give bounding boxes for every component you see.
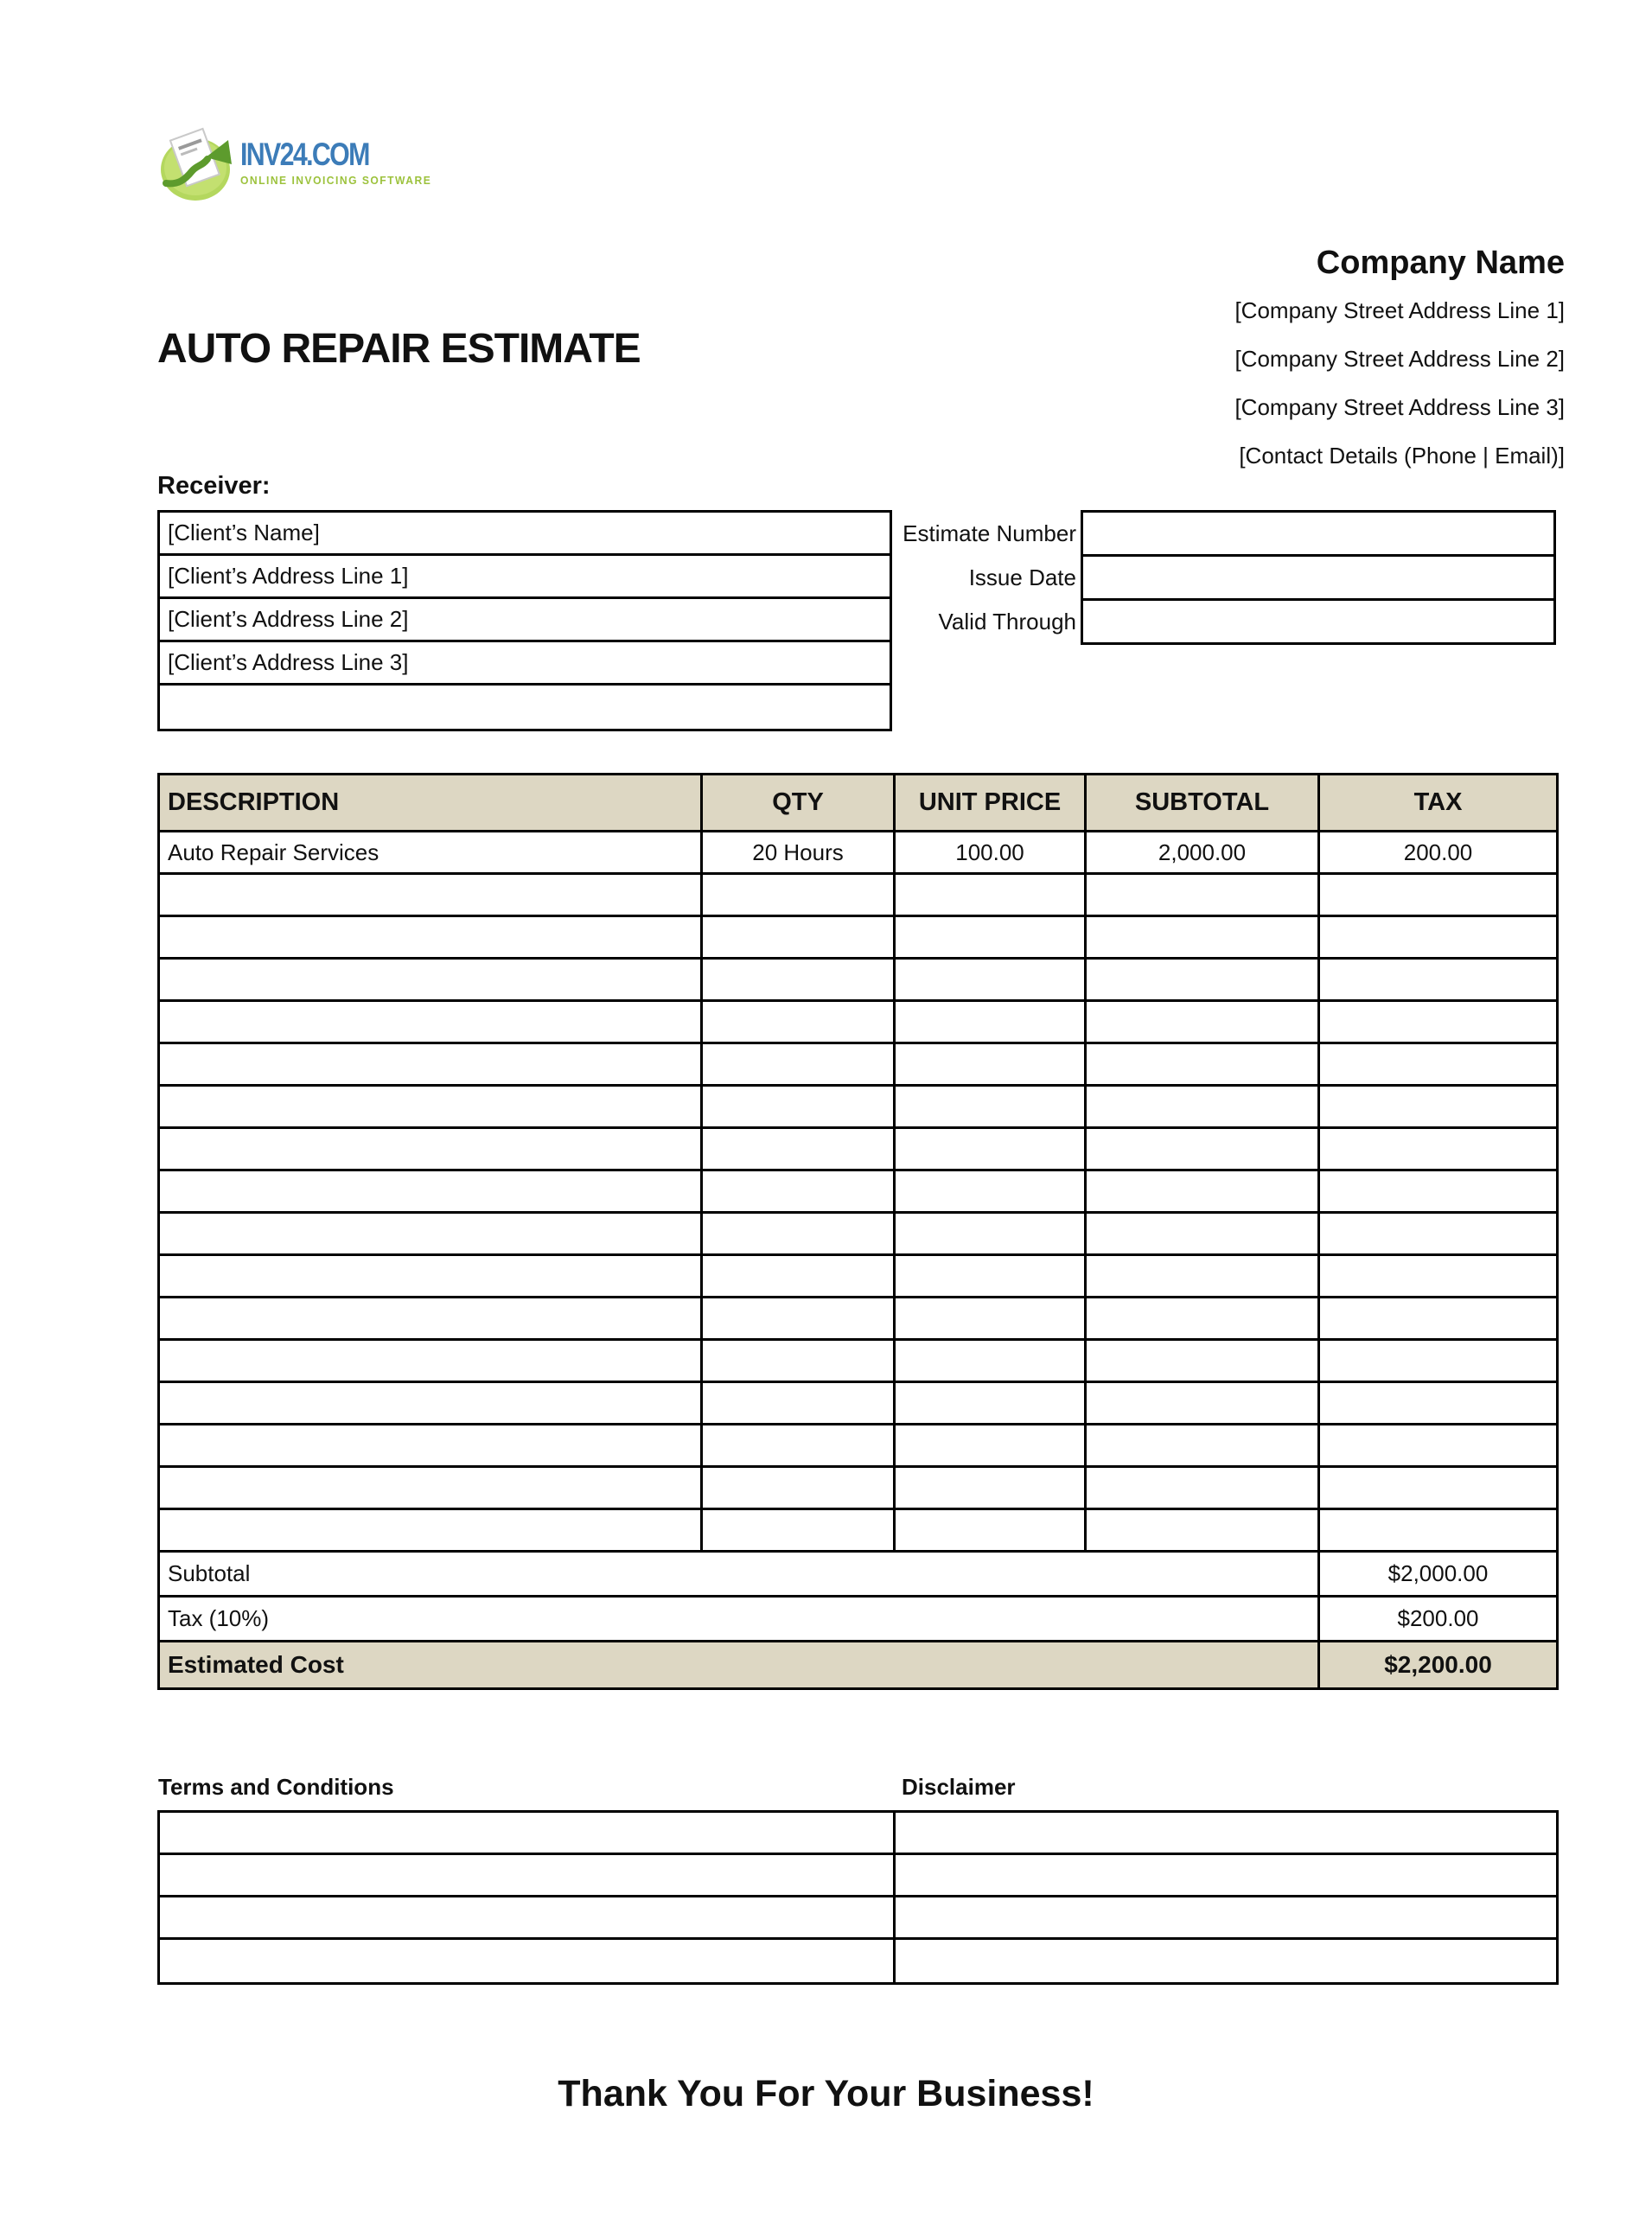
estimate-meta-row	[892, 598, 1556, 645]
items-empty-cell	[160, 1256, 703, 1296]
receiver-field-row: [Client’s Address Line 2]	[160, 599, 890, 642]
items-empty-cell	[160, 1510, 703, 1550]
items-empty-cell	[1087, 1214, 1320, 1253]
terms-right-cell	[896, 1897, 1556, 1937]
items-empty-row	[160, 917, 1556, 960]
items-empty-cell	[703, 1256, 896, 1296]
items-empty-cell	[703, 1383, 896, 1423]
items-empty-cell	[1320, 1171, 1556, 1211]
items-empty-cell	[1320, 917, 1556, 957]
logo-text-block	[240, 138, 446, 187]
terms-left-cell	[160, 1940, 896, 1982]
items-data-cell: 200.00	[1403, 839, 1473, 865]
items-empty-cell	[1320, 1383, 1556, 1423]
summary-row	[160, 1553, 1556, 1598]
company-address-line-2: [Company Street Address Line 2]	[1234, 346, 1565, 372]
items-empty-cell	[1320, 1214, 1556, 1253]
summary-label: Estimated Cost	[160, 1642, 1320, 1687]
page-title: AUTO REPAIR ESTIMATE	[157, 326, 641, 372]
receiver-label: Receiver:	[157, 472, 271, 500]
terms-table	[157, 1810, 1559, 1985]
items-empty-cell	[160, 1171, 703, 1211]
items-empty-row	[160, 875, 1556, 917]
items-empty-cell	[1320, 1298, 1556, 1338]
items-empty-cell	[896, 1002, 1087, 1042]
items-empty-cell	[1087, 1298, 1320, 1338]
items-empty-cell	[160, 1087, 703, 1126]
items-empty-cell	[1320, 875, 1556, 915]
estimate-meta	[892, 510, 1556, 645]
terms-left-cell	[160, 1897, 896, 1937]
items-empty-row	[160, 1425, 1556, 1468]
items-empty-row	[160, 1298, 1556, 1341]
items-empty-cell	[160, 917, 703, 957]
items-empty-cell	[1320, 1510, 1556, 1550]
items-empty-cell	[1087, 1341, 1320, 1381]
items-empty-cell	[1087, 1002, 1320, 1042]
items-empty-row	[160, 1510, 1556, 1553]
terms-right-cell	[896, 1813, 1556, 1853]
items-empty-cell	[703, 1214, 896, 1253]
items-empty-cell	[896, 1044, 1087, 1084]
items-empty-cell	[703, 1298, 896, 1338]
items-empty-cell	[160, 1214, 703, 1253]
items-empty-cell	[160, 1468, 703, 1508]
items-empty-cell	[703, 1087, 896, 1126]
items-empty-row	[160, 1002, 1556, 1044]
items-empty-cell	[1087, 960, 1320, 999]
items-data-cell: 2,000.00	[1087, 832, 1320, 872]
items-empty-cell	[703, 1002, 896, 1042]
company-address-line-3: [Company Street Address Line 3]	[1234, 394, 1565, 420]
items-empty-cell	[1320, 1425, 1556, 1465]
items-empty-cell	[1087, 875, 1320, 915]
items-empty-row	[160, 1129, 1556, 1171]
items-empty-cell	[896, 1129, 1087, 1169]
summary-row	[160, 1642, 1556, 1687]
invoice-arrow-circle-icon	[156, 126, 239, 202]
terms-right-cell	[896, 1855, 1556, 1895]
items-empty-cell	[896, 875, 1087, 915]
items-empty-row	[160, 1087, 1556, 1129]
items-empty-cell	[896, 1510, 1087, 1550]
items-header-row	[160, 775, 1556, 832]
items-empty-cell	[896, 917, 1087, 957]
items-empty-cell	[160, 1298, 703, 1338]
receiver-table	[157, 510, 892, 731]
items-empty-cell	[703, 917, 896, 957]
estimate-meta-value-box	[1081, 510, 1556, 557]
terms-right-cell	[896, 1940, 1556, 1982]
estimate-meta-label: Valid Through	[938, 608, 1076, 635]
items-empty-row	[160, 1214, 1556, 1256]
thank-you-message: Thank You For Your Business!	[558, 2073, 1094, 2114]
estimate-meta-label: Issue Date	[968, 564, 1076, 590]
items-empty-row	[160, 1341, 1556, 1383]
terms-left-cell	[160, 1813, 896, 1853]
items-empty-row	[160, 1044, 1556, 1087]
items-empty-cell	[896, 1341, 1087, 1381]
items-empty-cell	[896, 1425, 1087, 1465]
inv24-logo	[156, 126, 446, 202]
items-empty-cell	[1320, 1341, 1556, 1381]
items-empty-cell	[703, 1129, 896, 1169]
items-empty-cell	[1087, 1087, 1320, 1126]
items-empty-cell	[896, 1468, 1087, 1508]
items-empty-cell	[1320, 960, 1556, 999]
items-empty-cell	[160, 960, 703, 999]
items-header-cell: SUBTOTAL	[1087, 775, 1320, 830]
items-empty-cell	[703, 1044, 896, 1084]
summary-value: $200.00	[1397, 1605, 1479, 1631]
items-empty-row	[160, 1256, 1556, 1298]
items-empty-row	[160, 1383, 1556, 1425]
items-empty-cell	[896, 1171, 1087, 1211]
estimate-meta-value-box	[1081, 554, 1556, 601]
items-empty-cell	[1320, 1256, 1556, 1296]
receiver-field-row: [Client’s Address Line 3]	[160, 642, 890, 686]
items-empty-cell	[703, 875, 896, 915]
receiver-field-row: [Client’s Name]	[160, 513, 890, 556]
receiver-field-row: [Client’s Address Line 1]	[160, 556, 890, 599]
company-contact-details: [Contact Details (Phone | Email)]	[1239, 443, 1565, 469]
items-header-cell: QTY	[703, 775, 896, 830]
terms-and-conditions-label: Terms and Conditions	[158, 1774, 394, 1800]
items-empty-cell	[160, 1044, 703, 1084]
estimate-meta-label: Estimate Number	[903, 520, 1076, 546]
items-table	[157, 773, 1559, 1690]
items-empty-cell	[896, 960, 1087, 999]
items-empty-cell	[896, 1383, 1087, 1423]
items-empty-cell	[1087, 1171, 1320, 1211]
items-empty-cell	[896, 1087, 1087, 1126]
items-empty-cell	[703, 1425, 896, 1465]
items-header-cell: TAX	[1413, 788, 1463, 816]
estimate-meta-row	[892, 554, 1556, 601]
items-empty-cell	[1320, 1087, 1556, 1126]
items-data-cell: 20 Hours	[703, 832, 896, 872]
items-empty-cell	[1320, 1129, 1556, 1169]
items-empty-cell	[703, 960, 896, 999]
items-empty-cell	[160, 1425, 703, 1465]
items-data-cell: Auto Repair Services	[160, 832, 703, 872]
items-empty-cell	[1087, 1383, 1320, 1423]
terms-row	[160, 1940, 1556, 1982]
items-empty-row	[160, 1468, 1556, 1510]
terms-row	[160, 1855, 1556, 1897]
summary-label: Tax (10%)	[160, 1598, 1320, 1640]
items-header-cell: DESCRIPTION	[160, 775, 703, 830]
company-block	[1234, 245, 1565, 491]
items-empty-cell	[1087, 1510, 1320, 1550]
items-empty-cell	[703, 1341, 896, 1381]
terms-row	[160, 1897, 1556, 1940]
logo-tagline: ONLINE INVOICING SOFTWARE	[240, 174, 432, 187]
items-empty-cell	[1087, 1425, 1320, 1465]
items-empty-cell	[1087, 1129, 1320, 1169]
items-empty-cell	[703, 1468, 896, 1508]
summary-value: $2,000.00	[1387, 1560, 1489, 1586]
items-empty-cell	[160, 1129, 703, 1169]
items-empty-cell	[160, 1341, 703, 1381]
items-empty-cell	[1087, 1256, 1320, 1296]
items-empty-cell	[703, 1510, 896, 1550]
summary-row	[160, 1598, 1556, 1642]
items-empty-cell	[1320, 1044, 1556, 1084]
items-data-row	[160, 832, 1556, 875]
estimate-meta-row	[892, 510, 1556, 557]
items-empty-cell	[703, 1171, 896, 1211]
company-name: Company Name	[1316, 245, 1565, 281]
items-empty-cell	[1087, 917, 1320, 957]
receiver-field-row	[160, 686, 890, 729]
items-empty-cell	[160, 1002, 703, 1042]
items-empty-cell	[1087, 1468, 1320, 1508]
items-empty-cell	[160, 875, 703, 915]
items-header-cell: UNIT PRICE	[896, 775, 1087, 830]
items-empty-row	[160, 1171, 1556, 1214]
items-data-cell: 100.00	[896, 832, 1087, 872]
terms-row	[160, 1813, 1556, 1855]
disclaimer-label: Disclaimer	[902, 1774, 1016, 1800]
estimate-meta-value-box	[1081, 598, 1556, 645]
logo-wordmark: INV24.COM	[240, 137, 369, 172]
items-empty-cell	[1320, 1002, 1556, 1042]
items-empty-cell	[896, 1256, 1087, 1296]
items-empty-cell	[1320, 1468, 1556, 1508]
items-empty-row	[160, 960, 1556, 1002]
items-empty-cell	[1087, 1044, 1320, 1084]
summary-value: $2,200.00	[1384, 1651, 1492, 1678]
terms-left-cell	[160, 1855, 896, 1895]
items-empty-cell	[896, 1214, 1087, 1253]
company-address-line-1: [Company Street Address Line 1]	[1234, 297, 1565, 323]
items-empty-cell	[160, 1383, 703, 1423]
summary-label: Subtotal	[160, 1553, 1320, 1595]
items-empty-cell	[896, 1298, 1087, 1338]
